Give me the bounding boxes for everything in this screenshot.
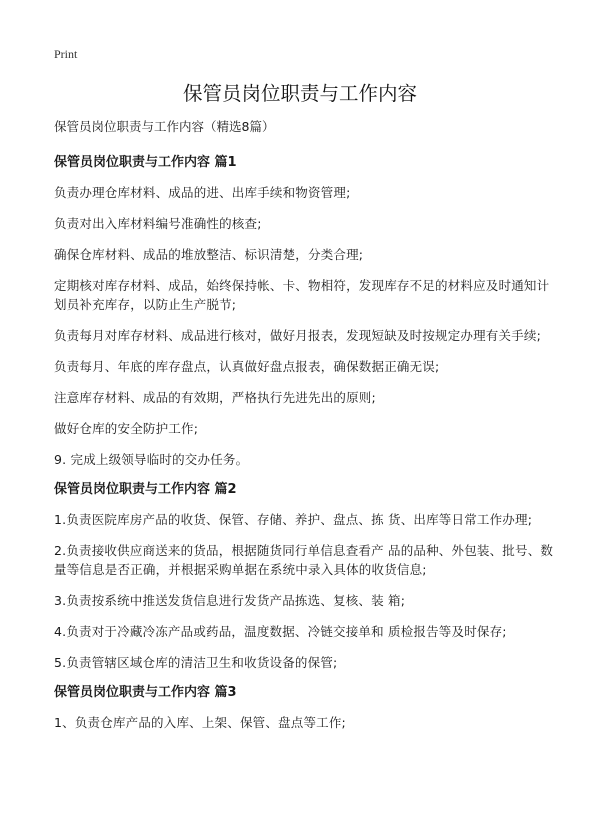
paragraph: 3.负责按系统中推送发货信息进行发货产品拣选、复核、装 箱; [54, 593, 406, 608]
paragraph: 4.负责对于冷藏冷冻产品或药品，温度数据、冷链交接单和 质检报告等及时保存; [54, 624, 507, 639]
paragraph: 1.负责医院库房产品的收货、保管、存储、养护、盘点、拣 货、出库等日常工作办理; [54, 512, 533, 527]
section-heading: 保管员岗位职责与工作内容 篇1 [54, 155, 237, 170]
section-3 [54, 684, 554, 732]
paragraph: 定期核对库存材料、成品，始终保持帐、卡、物相符，发现库存不足的材料应及时通知计划员补充库存，以防止生产脱节; [54, 278, 550, 312]
paragraph: 2.负责接收供应商送来的货品，根据随货同行单信息查看产 品的品种、外包装、批号、数量等信息是否正确，并根据采购单据在系统中录入具体的收货信息; [54, 543, 554, 577]
paragraph: 负责每月对库存材料、成品进行核对，做好月报表，发现短缺及时按规定办理有关手续; [54, 328, 542, 343]
paragraph: 注意库存材料、成品的有效期，严格执行先进先出的原则; [54, 390, 376, 405]
print-label[interactable]: Print [54, 47, 78, 61]
section-heading: 保管员岗位职责与工作内容 篇2 [54, 482, 237, 497]
paragraph: 负责办理仓库材料、成品的进、出库手续和物资管理; [54, 185, 351, 200]
section-heading: 保管员岗位职责与工作内容 篇3 [54, 685, 237, 700]
section-1 [54, 154, 554, 469]
paragraph: 确保仓库材料、成品的堆放整洁、标识清楚，分类合理; [54, 247, 364, 262]
paragraph: 做好仓库的安全防护工作; [54, 421, 199, 436]
document-title: 保管员岗位职责与工作内容 [182, 82, 417, 105]
paragraph: 负责每月、年底的库存盘点，认真做好盘点报表，确保数据正确无误; [54, 359, 440, 374]
section-2 [54, 481, 554, 672]
document-subtitle: 保管员岗位职责与工作内容（精选8篇） [54, 119, 275, 134]
paragraph: 5.负责管辖区域仓库的清洁卫生和收货设备的保管; [54, 655, 338, 670]
paragraph: 负责对出入库材料编号准确性的核查; [54, 216, 262, 231]
paragraph: 1、负责仓库产品的入库、上架、保管、盘点等工作; [54, 715, 346, 730]
document-body [54, 118, 554, 744]
paragraph: 9. 完成上级领导临时的交办任务。 [54, 452, 249, 467]
